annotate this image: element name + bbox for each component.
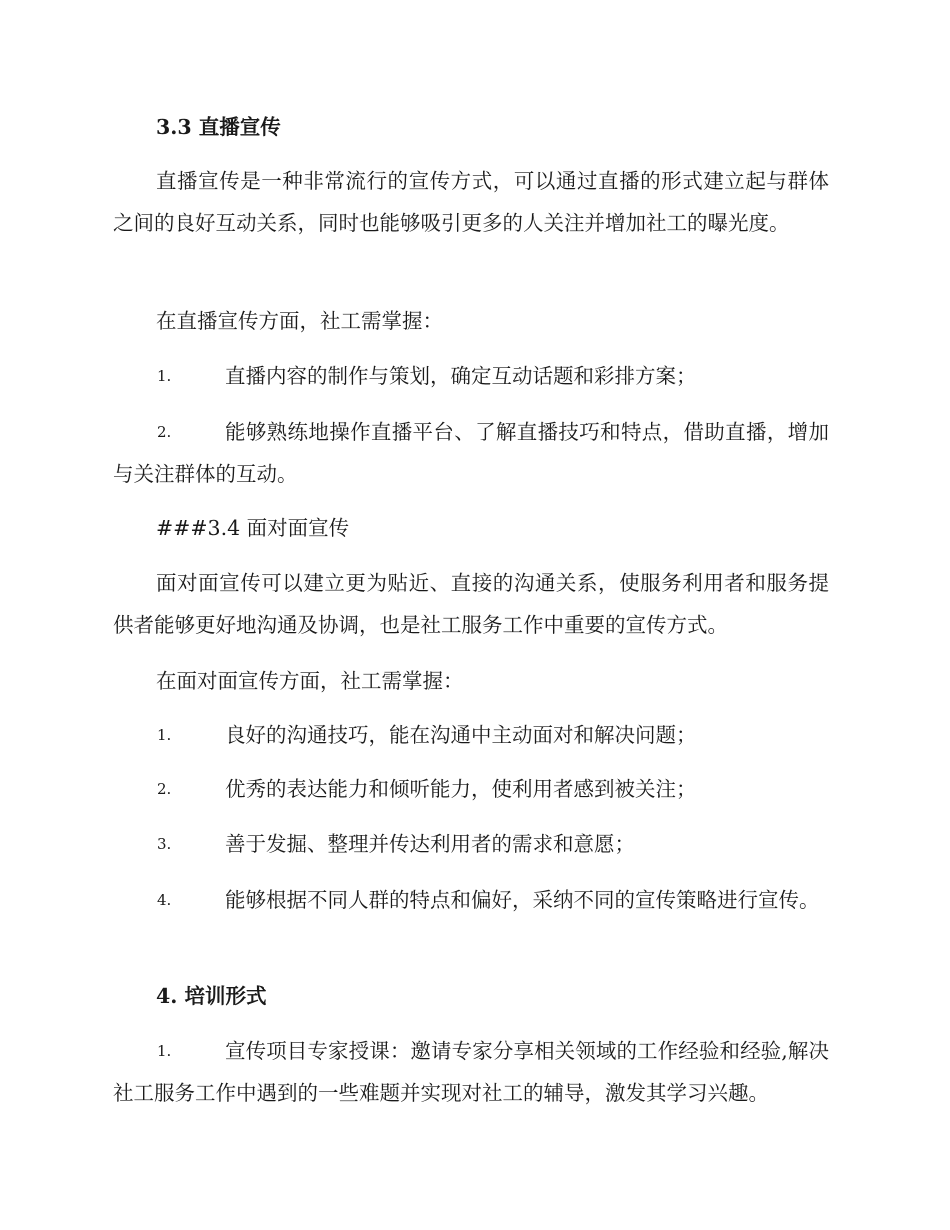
list-item-text: 能够熟练地操作直播平台、了解直播技巧和特点，借助直播，增加与关注群体的互动。	[113, 420, 829, 486]
list-item-number: 3.	[157, 835, 172, 853]
list-item-text: 宣传项目专家授课：邀请专家分享相关领域的工作经验和经验,解决社工服务工作中遇到的一些难题并实现对社工的辅导，激发其学习兴趣。	[113, 1039, 829, 1105]
list-item-text: 良好的沟通技巧，能在沟通中主动面对和解决问题；	[225, 723, 697, 747]
section-heading-4: 4. 培训形式	[156, 984, 267, 1008]
paragraph-3-4-intro: 面对面宣传可以建立更为贴近、直接的沟通关系，使服务利用者和服务提供者能够更好地沟通及协调，也是社工服务工作中重要的宣传方式。	[113, 571, 829, 637]
section-heading-3-3: 3.3 直播宣传	[156, 115, 281, 139]
list-item-text: 善于发掘、整理并传达利用者的需求和意愿；	[225, 832, 635, 856]
list-item	[113, 768, 829, 810]
list-item	[113, 823, 829, 865]
list-item	[113, 879, 829, 921]
list-item-text: 直播内容的制作与策划，确定互动话题和彩排方案；	[225, 364, 697, 388]
paragraph-3-3-intro: 直播宣传是一种非常流行的宣传方式，可以通过直播的形式建立起与群体之间的良好互动关系，同时也能够吸引更多的人关注并增加社工的曝光度。	[113, 169, 829, 235]
list-item	[113, 1030, 829, 1114]
list-item	[113, 411, 829, 495]
section-heading-3-4: ###3.4 面对面宣传	[156, 516, 350, 540]
list-item-number: 2.	[157, 423, 172, 441]
paragraph-3-3-lead: 在直播宣传方面，社工需掌握：	[156, 309, 443, 333]
list-item	[113, 714, 829, 756]
paragraph-3-4-lead: 在面对面宣传方面，社工需掌握：	[156, 669, 464, 693]
list-item-text: 能够根据不同人群的特点和偏好，采纳不同的宣传策略进行宣传。	[225, 888, 820, 912]
list-item-number: 1.	[157, 367, 172, 385]
list-item	[113, 355, 829, 397]
list-item-number: 2.	[157, 780, 172, 798]
list-item-number: 4.	[157, 891, 172, 909]
list-item-number: 1.	[157, 726, 172, 744]
list-item-text: 优秀的表达能力和倾听能力，使利用者感到被关注；	[225, 777, 697, 801]
list-item-number: 1.	[157, 1042, 172, 1060]
